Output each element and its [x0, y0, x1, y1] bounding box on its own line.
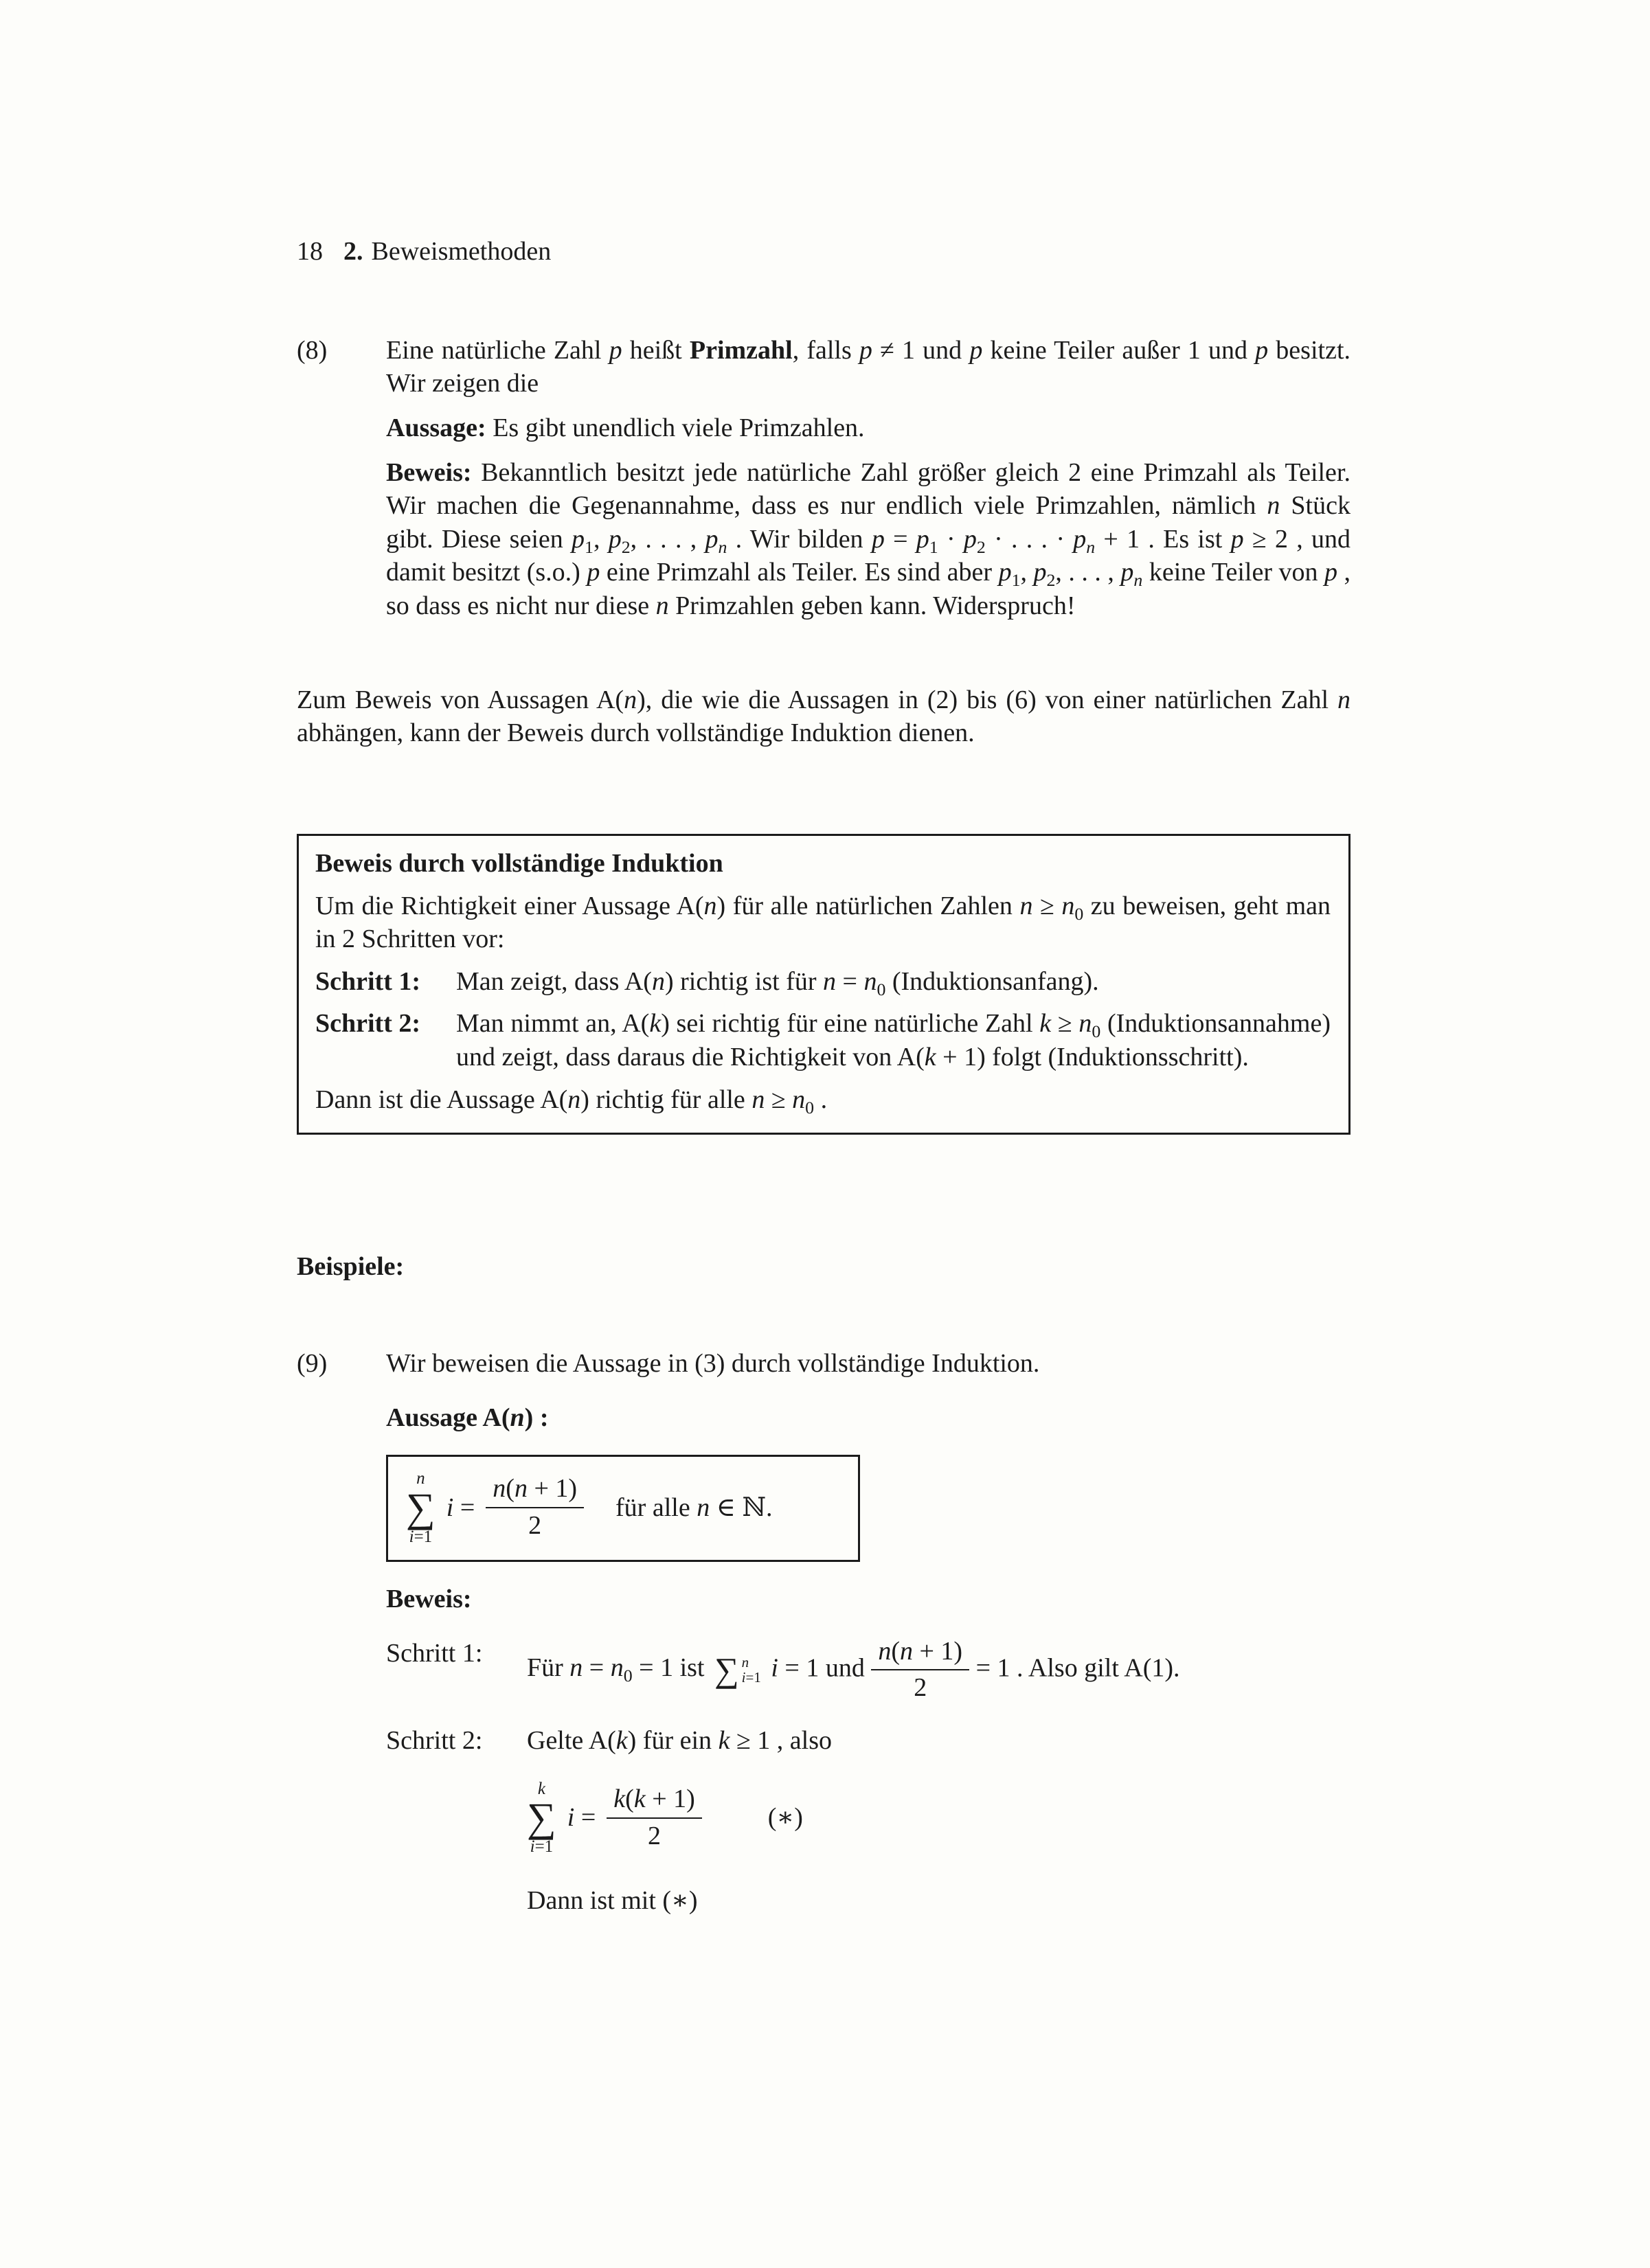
- summation-symbol: [527, 1780, 556, 1857]
- induction-step-1-text: Man zeigt, dass A(n) richtig ist für $n = n_0$ (Induktionsanfang).: [456, 966, 1099, 999]
- item-9-label: (9): [297, 1348, 328, 1378]
- summation-symbol: [406, 1469, 436, 1546]
- fraction: [871, 1637, 969, 1703]
- sum-lower-limit: i=1: [741, 1669, 761, 1686]
- sum-upper-limit: n: [741, 1654, 749, 1671]
- section-number: 2.: [343, 237, 363, 266]
- proof-step-2-text: Gelte A(k) für ein k ≥ 1 , also: [527, 1726, 833, 1756]
- fraction-denominator: 2: [528, 1511, 542, 1541]
- sigma-glyph: ∑: [527, 1795, 556, 1841]
- induction-hypothesis-formula: [527, 1780, 1350, 1857]
- induction-box-closing: Dann ist die Aussage A(n) richtig für alle $n \ge n_0$ .: [315, 1085, 828, 1118]
- fraction-numerator: n(n + 1): [871, 1637, 969, 1671]
- item-8-label: (8): [297, 335, 328, 365]
- sum-upper-limit: n: [416, 1469, 425, 1488]
- induction-step-1-label: Schritt 1:: [315, 966, 421, 996]
- sigma-glyph: ∑: [714, 1651, 739, 1690]
- proof-step-1-post: = 1 . Also gilt A(1).: [969, 1653, 1180, 1683]
- induction-step-2-label: Schritt 2:: [315, 1009, 421, 1039]
- sum-lower-limit: i=1: [530, 1837, 554, 1857]
- proof-step-1-pre: Für $n = n_0 = 1$ ist: [527, 1653, 711, 1686]
- formula-body: i =: [567, 1803, 596, 1833]
- inline-sum-limits: [742, 1655, 761, 1685]
- page-number: 18: [297, 237, 323, 266]
- formula-body: i =: [446, 1493, 475, 1522]
- proof-step-1-mid: i = 1 und: [771, 1653, 872, 1683]
- sum-upper-limit: k: [537, 1779, 545, 1798]
- running-head: [297, 235, 1350, 269]
- proof-step-2-label: Schritt 2:: [386, 1726, 483, 1756]
- fraction-denominator: 2: [914, 1673, 927, 1703]
- item-8-paragraph: Eine natürliche Zahl p heißt Primzahl, falls p ≠ 1 und p keine Teiler außer 1 und p besitzt. Wir zeigen die: [386, 335, 1350, 398]
- proof-step-1: [386, 1637, 1350, 1703]
- item-9-beweis-heading: Beweis:: [386, 1585, 472, 1614]
- induction-box-title: Beweis durch vollständige Induktion: [315, 848, 723, 878]
- fraction: [486, 1474, 584, 1541]
- induction-intro-paragraph: Zum Beweis von Aussagen A(n), die wie die Aussagen in (2) bis (6) von einer natürlichen Zahl n abhängen, kann der Beweis durch vollständige Induktion dienen.: [297, 685, 1350, 748]
- item-9-body: [386, 1347, 1350, 1918]
- inline-summation: [714, 1651, 761, 1690]
- item-8-body: [386, 334, 1350, 623]
- induction-step-2-text: Man nimmt an, A(k) sei richtig für eine natürliche Zahl $k \ge n_0$ (Induktionsannahme) und zeigt, dass daraus die Richtigkeit von A(k + 1) folgt (Induktionsschritt).: [456, 1009, 1331, 1071]
- sigma-glyph: ∑: [406, 1484, 436, 1530]
- beispiele-heading: Beispiele:: [297, 1252, 405, 1282]
- section-title: Beweismethoden: [371, 237, 552, 266]
- item-9-closing: Dann ist mit (∗): [527, 1885, 698, 1915]
- proof-step-2: [386, 1724, 1350, 1758]
- statement-formula-box: [386, 1455, 860, 1562]
- item-8-beweis: Beweis: Bekanntlich besitzt jede natürliche Zahl größer gleich 2 eine Primzahl als Teiler. Wir machen die Gegenannahme, dass es nur endlich viele Primzahlen, nämlich n Stück gibt. Diese seien $p_1$, $p_2$, . . . , $p_n$ . Wir bilden $p = p_1 \cdot p_2$ · . . . · $p_n + 1$ . Es ist p ≥ 2 , und damit besitzt (s.o.) p eine Primzahl als Teiler. Es sind aber $p_1$, $p_2$, . . . , $p_n$ keine Teiler von p , so dass es nicht nur diese n Primzahlen geben kann. Widerspruch!: [386, 457, 1351, 620]
- equation-tag: (∗): [767, 1803, 803, 1833]
- induction-box: [297, 834, 1350, 1135]
- proof-step-1-text: [527, 1637, 1350, 1703]
- induction-step-1: [315, 965, 1331, 999]
- fraction-denominator: 2: [648, 1821, 662, 1850]
- induction-step-2: [315, 1007, 1331, 1074]
- item-8: [297, 334, 1350, 623]
- fraction: [607, 1784, 702, 1851]
- fraction-numerator: n(n + 1): [486, 1474, 584, 1508]
- formula-condition: für alle n ∈ ℕ.: [615, 1493, 773, 1522]
- sum-lower-limit: i=1: [409, 1527, 433, 1546]
- item-9-aussage-heading: Aussage A(n) :: [386, 1403, 549, 1432]
- item-8-aussage: Aussage: Es gibt unendlich viele Primzahlen.: [386, 413, 865, 442]
- fraction-numerator: k(k + 1): [607, 1784, 702, 1819]
- proof-step-1-label: Schritt 1:: [386, 1638, 483, 1668]
- item-9: [297, 1347, 1350, 1918]
- induction-box-paragraph: Um die Richtigkeit einer Aussage A(n) für alle natürlichen Zahlen $n \ge n_0$ zu beweisen, geht man in 2 Schritten vor:: [315, 891, 1331, 954]
- item-9-intro: Wir beweisen die Aussage in (3) durch vollständige Induktion.: [386, 1348, 1040, 1378]
